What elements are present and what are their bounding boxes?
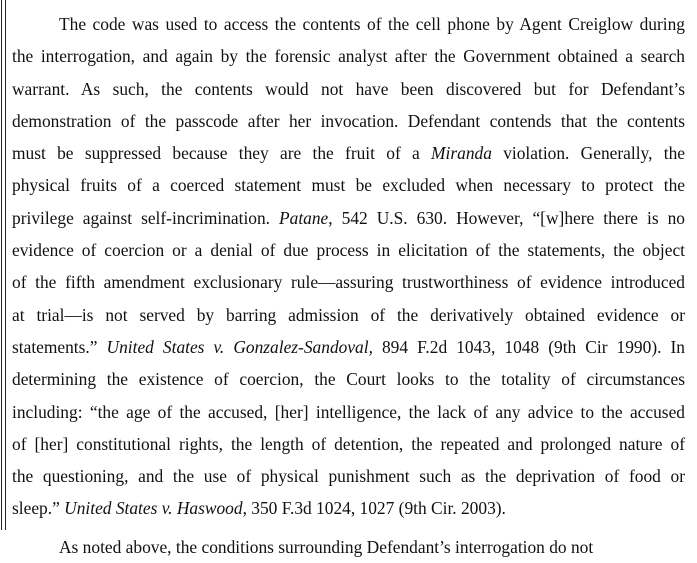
text-line [12,137,685,169]
text-segment: demonstration of the passcode after her invocation. Defendant contends that the contents [12,110,685,131]
text-line [12,266,685,298]
case-citation: Patane [279,207,329,228]
text-segment: warrant. As such, the contents would not have been discovered but for Defendant’s [12,78,685,99]
text-segment: , 542 U.S. 630. However, “[w]here there is no [328,207,685,228]
margin-rule-inner [5,0,6,530]
text-line [12,363,685,395]
text-segment: privilege against self-incrimination. [12,207,280,228]
text-line [12,234,685,266]
text-segment: of [her] constitutional rights, the length of detention, the repeated and prolonged nature of [12,433,685,454]
margin-rule-outer [1,0,2,530]
text-line [12,460,685,492]
text-segment: statements.” [12,336,107,357]
text-segment: The code was used to access the contents of the cell phone by Agent Creiglow during [59,14,685,34]
case-citation: United States v. Gonzalez-Sandoval, [106,336,373,357]
text-segment: at trial—is not served by barring admission of the derivatively obtained evidence or [12,304,685,325]
text-segment: evidence of coercion or a denial of due process in elicitation of the statements, the object [12,240,685,261]
text-segment: determining the existence of coercion, the Court looks to the totality of circumstances [12,369,685,390]
text-segment: 894 F.2d 1043, 1048 (9th Cir 1990). In [372,336,685,357]
text-line [12,105,685,137]
text-segment: violation. Generally, the [491,143,685,164]
text-line [12,8,685,40]
text-line [12,492,685,524]
text-segment: must be suppressed because they are the fruit of a [12,143,432,164]
paragraph-body [12,8,685,563]
text-line [12,531,685,563]
text-segment: including: “the age of the accused, [her] intelligence, the lack of any advice to the accused [12,401,685,422]
case-citation: United States v. Haswood [64,498,243,519]
text-line [12,299,685,331]
text-segment: As noted above, the conditions surrounding Defendant’s interrogation do not [59,536,594,557]
case-citation: Miranda [431,143,492,164]
text-segment: the interrogation, and again by the forensic analyst after the Government obtained a search [12,46,685,67]
text-segment: , 350 F.3d 1024, 1027 (9th Cir. 2003). [242,498,506,519]
text-line [12,396,685,428]
text-line [12,428,685,460]
text-line [12,40,685,72]
text-line [12,169,685,201]
text-segment: of the fifth amendment exclusionary rule—assuring trustworthiness of evidence introduced [12,272,685,293]
text-segment: physical fruits of a coerced statement must be excluded when necessary to protect the [12,175,685,196]
text-segment: sleep.” [12,498,65,519]
text-line [12,202,685,234]
text-line [12,73,685,105]
text-line [12,331,685,363]
text-segment: the questioning, and the use of physical punishment such as the deprivation of food or [12,466,685,487]
